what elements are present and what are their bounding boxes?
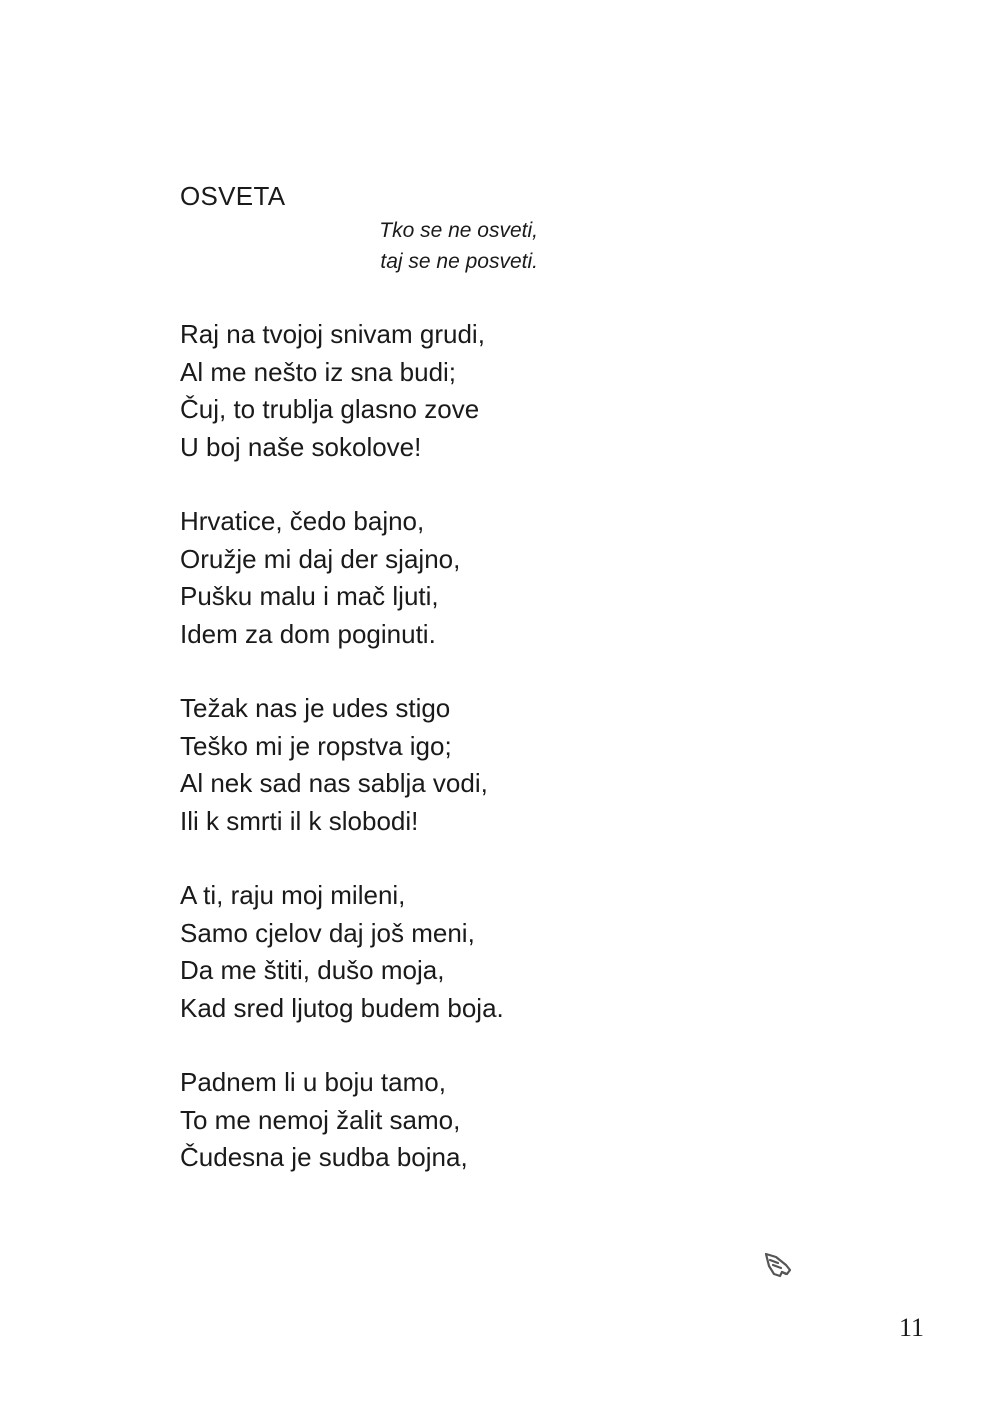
stanza-3	[180, 690, 504, 840]
poem-title: OSVETA	[180, 181, 286, 211]
verse-line: Teško mi je ropstva igo;	[180, 730, 452, 761]
verse-line: Čudesna je sudba bojna,	[180, 1142, 468, 1172]
verse-line: Hrvatice, čedo bajno,	[180, 506, 425, 536]
stanza-1	[180, 316, 504, 466]
verse-line: Težak nas je udes stigo	[180, 693, 451, 723]
verse-line: Ili k smrti il k slobodi!	[180, 805, 419, 836]
verse-line: A ti, raju moj mileni,	[180, 880, 406, 910]
stanza-2	[180, 503, 504, 653]
verse-line: Oružje mi daj der sjajno,	[180, 543, 461, 574]
hand-pointing-icon	[760, 1248, 796, 1284]
epigraph-line: Tko se ne osveti,	[379, 219, 538, 242]
verse-line: Idem za dom poginuti.	[180, 618, 436, 649]
stanza-5	[180, 1064, 504, 1177]
verse-line: Samo cjelov daj još meni,	[180, 917, 475, 948]
verse-line: Raj na tvojoj snivam grudi,	[180, 319, 485, 349]
verse-line: Al me nešto iz sna budi;	[180, 356, 457, 387]
verse-line: To me nemoj žalit samo,	[180, 1104, 461, 1135]
verse-line: Pušku malu i mač ljuti,	[180, 581, 439, 611]
epigraph	[300, 215, 538, 277]
poem-body	[180, 316, 504, 1214]
verse-line: Da me štiti, dušo moja,	[180, 955, 445, 985]
page-number: 11	[898, 1313, 924, 1342]
verse-line: Čuj, to trublja glasno zove	[180, 394, 480, 424]
verse-line: U boj naše sokolove!	[180, 431, 422, 462]
stanza-4	[180, 877, 504, 1027]
verse-line: Padnem li u boju tamo,	[180, 1067, 446, 1097]
epigraph-line: taj se ne posveti.	[380, 250, 538, 273]
verse-line: Kad sred ljutog budem boja.	[180, 992, 504, 1023]
verse-line: Al nek sad nas sablja vodi,	[180, 768, 488, 798]
